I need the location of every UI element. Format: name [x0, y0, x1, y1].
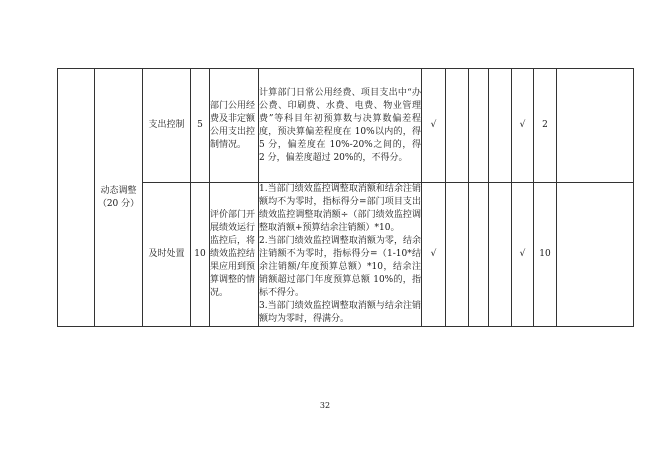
empty-cell	[469, 183, 489, 327]
category-cell-empty	[58, 69, 95, 327]
check-mark: √	[422, 183, 446, 327]
indicator-score: 5	[191, 69, 210, 183]
check-mark: √	[512, 183, 534, 327]
empty-cell	[446, 183, 469, 327]
scoring-criteria: 1.当部门绩效监控调整取消额和结余注销额均不为零时，指标得分=部门项目支出绩效监控调整取消额÷（部门绩效监控调整取消额+预算结余注销额）*10。 2.当部门绩效监控调整取消额为零，结余注销额不为零时，指标得分=（1-10*结余注销额/年度预算总额）*10，结余注销额超过部门年度预算总额 10%的，指标不得分。 3.当部门绩效监控调整取消额与结余注销额均为零时，得满分。	[259, 183, 422, 327]
group-label: 动态调整 （20 分）	[95, 69, 143, 327]
empty-cell	[446, 69, 469, 183]
check-mark: √	[422, 69, 446, 183]
indicator-name: 及时处置	[143, 183, 191, 327]
indicator-description: 部门公用经费及非定额公用支出控制情况。	[210, 69, 259, 183]
evaluation-table	[57, 68, 634, 327]
empty-cell	[489, 69, 512, 183]
awarded-score: 2	[534, 69, 557, 183]
empty-cell	[557, 183, 634, 327]
empty-cell	[469, 69, 489, 183]
page-number: 32	[319, 401, 331, 410]
indicator-name: 支出控制	[143, 69, 191, 183]
indicator-description: 评价部门开展绩效运行监控后，将绩效监控结果应用到预算调整的情况。	[210, 183, 259, 327]
scoring-criteria: 计算部门日常公用经费、项目支出中“办公费、印刷费、水费、电费、物业管理费”等科目年初预算数与决算数偏差程度，预决算偏差程度在 10%以内的，得 5 分，偏差度在 10%-20%之间的，得 2 分，偏差度超过 20%的，不得分。	[259, 69, 422, 183]
empty-cell	[489, 183, 512, 327]
table-row	[58, 183, 634, 327]
awarded-score: 10	[534, 183, 557, 327]
indicator-score: 10	[191, 183, 210, 327]
table-row	[58, 69, 634, 183]
empty-cell	[557, 69, 634, 183]
check-mark: √	[512, 69, 534, 183]
